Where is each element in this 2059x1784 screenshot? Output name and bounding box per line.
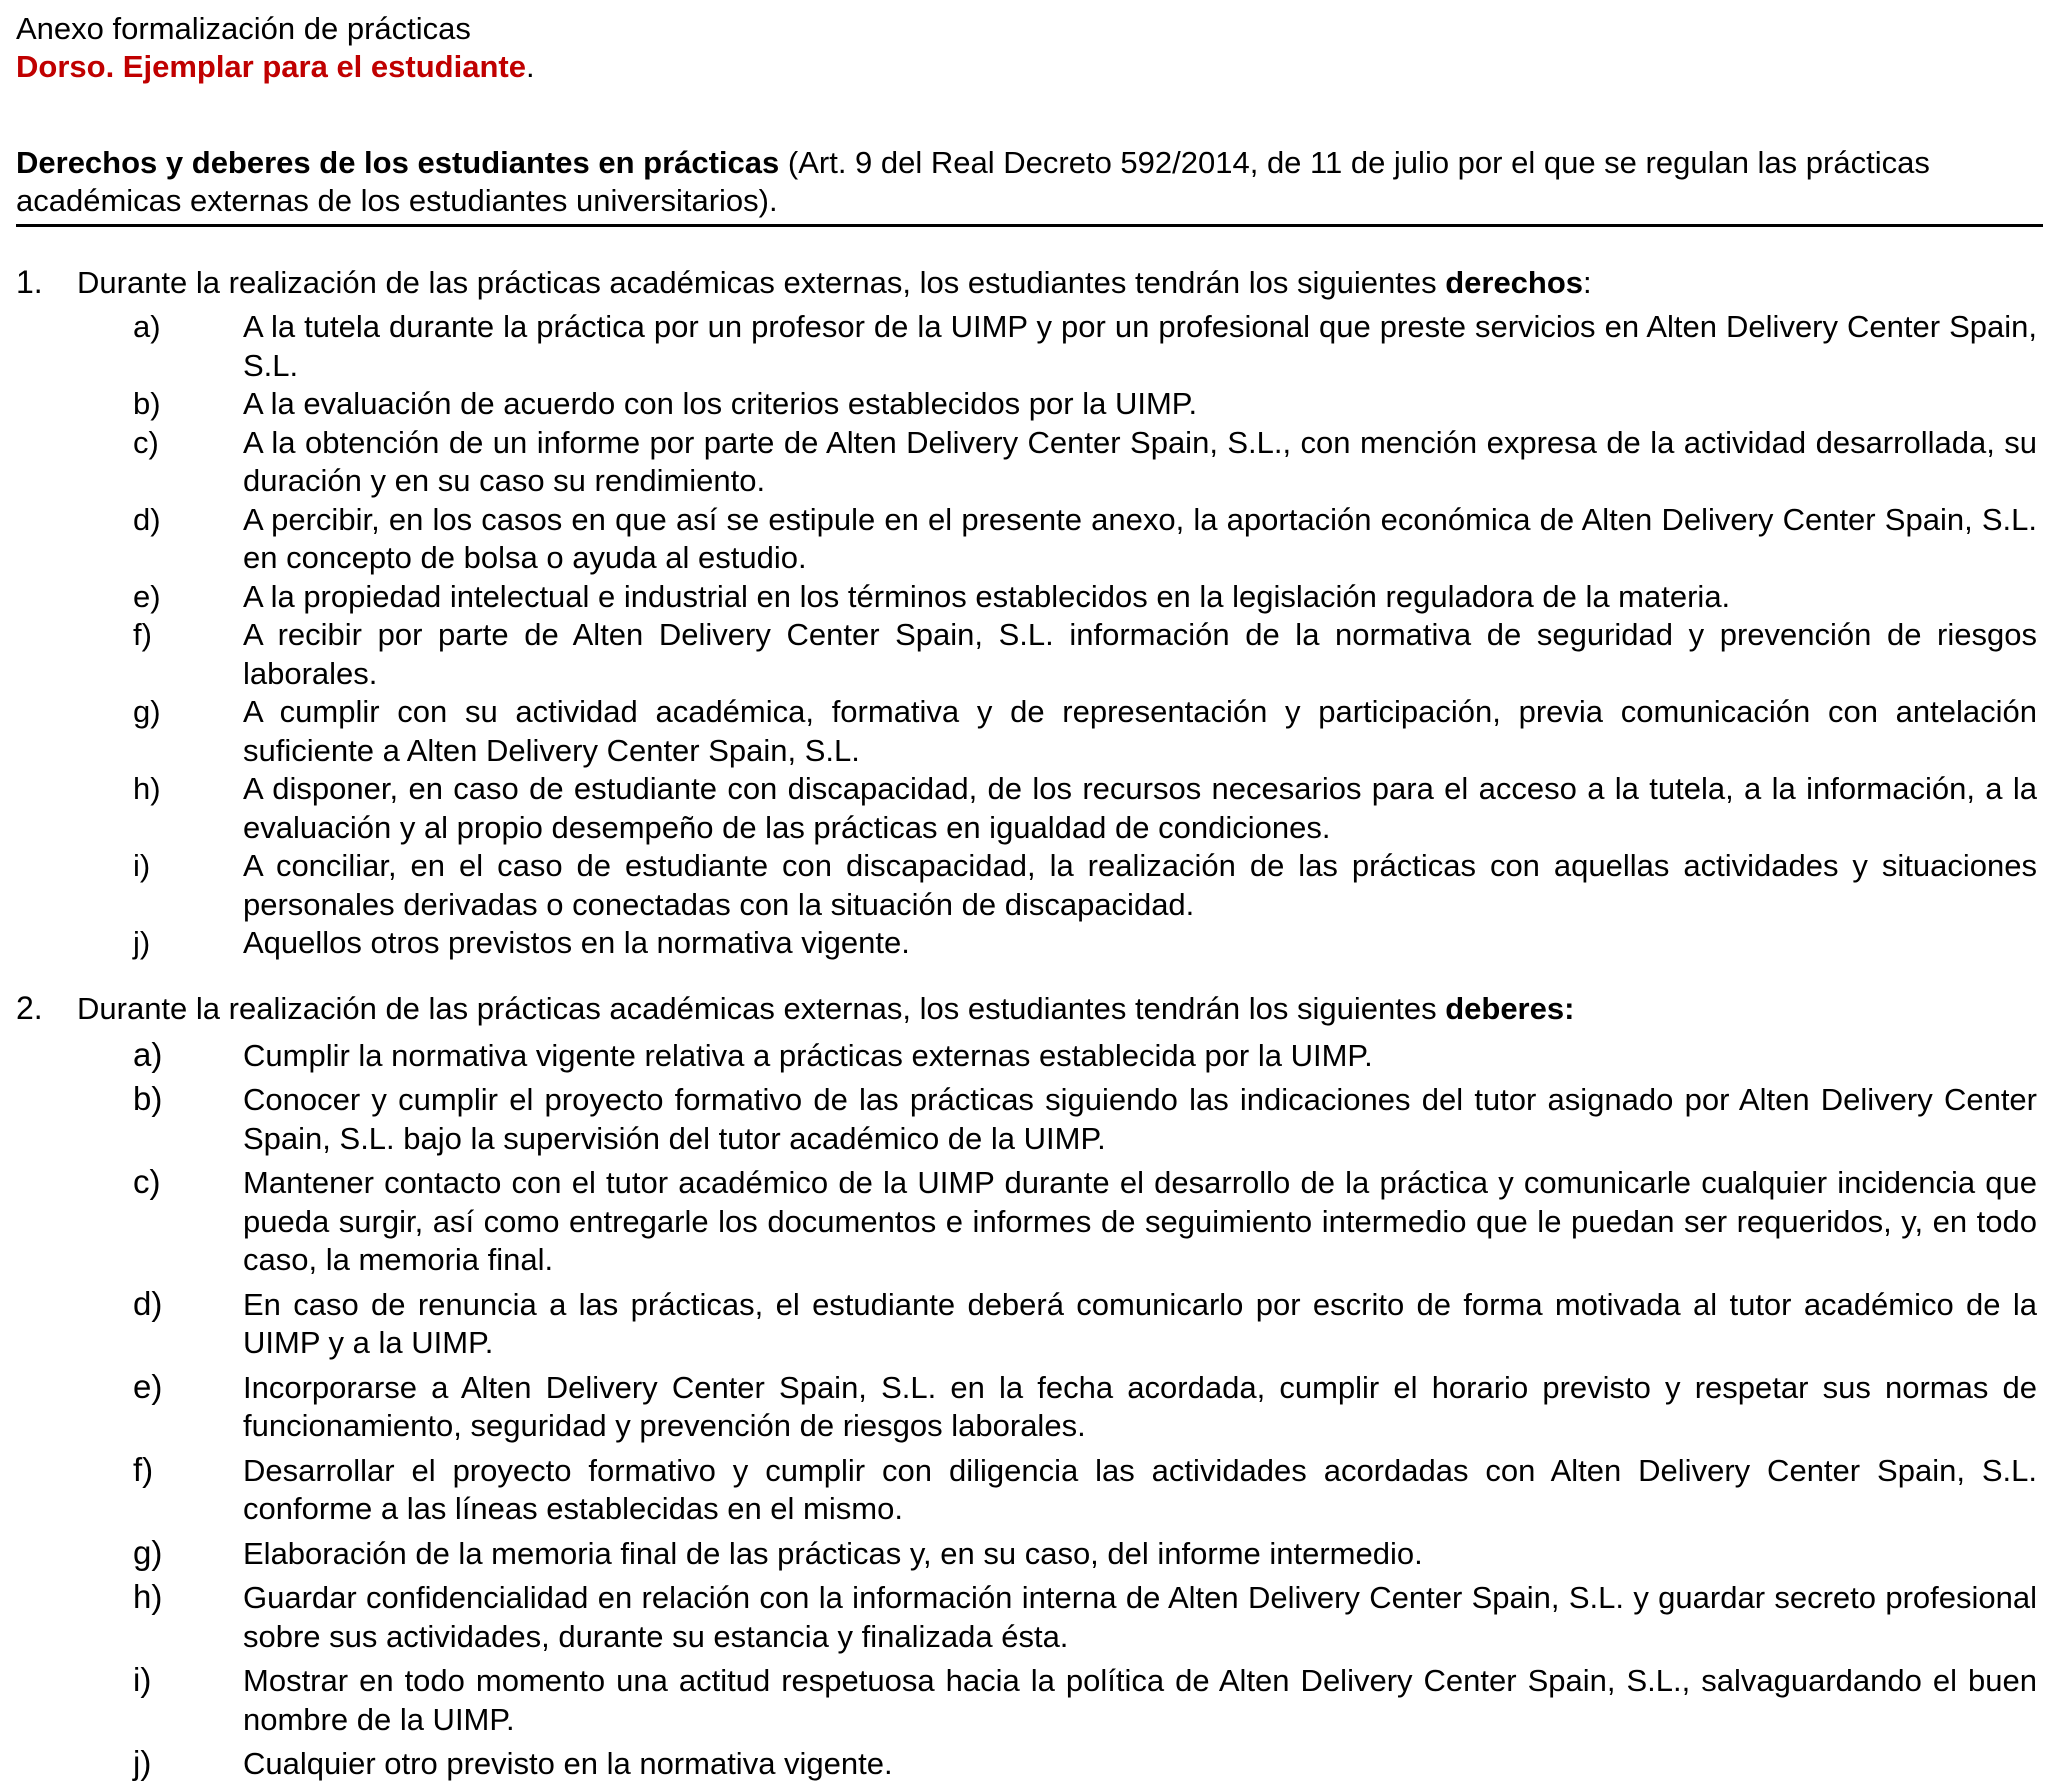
- copy-label-end: .: [525, 49, 535, 84]
- list-item: [16, 847, 2043, 924]
- item-text: Aquellos otros previstos en la normativa vigente.: [243, 925, 910, 960]
- item-text: A la obtención de un informe por parte de Alten Delivery Center Spain, S.L., con mención expresa de la actividad desarrollada, su duración y en su caso su rendimiento.: [243, 424, 2037, 498]
- deberes-section: [16, 989, 2043, 1784]
- deberes-list: [16, 1036, 2043, 1784]
- item-letter: e): [133, 1367, 163, 1405]
- item-letter: d): [133, 501, 161, 537]
- list-item: [16, 1578, 2043, 1656]
- list-item: [16, 1080, 2043, 1158]
- list-item: [16, 1285, 2043, 1363]
- item-letter: b): [133, 386, 161, 421]
- list-item: [16, 578, 2043, 617]
- section-number: 1.: [16, 264, 43, 300]
- item-text: A la evaluación de acuerdo con los criterios establecidos por la UIMP.: [243, 386, 1198, 421]
- item-letter: g): [133, 1533, 163, 1571]
- item-letter: i): [133, 848, 151, 883]
- intro-bold: Derechos y deberes de los estudiantes en prácticas: [16, 145, 780, 180]
- derechos-list: [16, 308, 2043, 963]
- item-letter: b): [133, 1080, 163, 1117]
- item-text: Mostrar en todo momento una actitud respetuosa hacia la política de Alten Delivery Center Spain, S.L., salvaguardando el buen nombre de la UIMP.: [243, 1663, 2037, 1737]
- list-item: [16, 1036, 2043, 1076]
- copy-label-bold: Dorso. Ejemplar para el estudiante: [16, 49, 526, 84]
- item-text: Desarrollar el proyecto formativo y cumplir con diligencia las actividades acordadas con Alten Delivery Center Spain, S.L. conforme a las líneas establecidas en el mismo.: [243, 1452, 2037, 1526]
- deberes-heading: [16, 989, 2043, 1028]
- item-text: A conciliar, en el caso de estudiante con discapacidad, la realización de las prácticas con aquellas actividades y situaciones personales derivadas o conectadas con la situación de discapacidad.: [243, 848, 2037, 922]
- item-text: Incorporarse a Alten Delivery Center Spain, S.L. en la fecha acordada, cumplir el horario previsto y respetar sus normas de funcionamiento, seguridad y prevención de riesgos laborales.: [243, 1369, 2037, 1443]
- item-letter: a): [133, 309, 161, 344]
- list-item: [16, 924, 2043, 963]
- item-letter: i): [133, 1661, 152, 1698]
- section-keyword: deberes:: [1445, 990, 1575, 1026]
- list-item: [16, 1368, 2043, 1446]
- list-item: [16, 616, 2043, 693]
- list-item: [16, 1661, 2043, 1739]
- list-item: [16, 501, 2043, 578]
- item-letter: f): [133, 1450, 154, 1488]
- list-item: [16, 1451, 2043, 1529]
- item-letter: h): [133, 1578, 163, 1615]
- section-lead-text: Durante la realización de las prácticas académicas externas, los estudiantes tendrán los siguientes: [77, 265, 1446, 300]
- section-number: 2.: [16, 989, 43, 1026]
- list-item: [16, 1534, 2043, 1574]
- item-text: Cualquier otro previsto en la normativa vigente.: [243, 1746, 893, 1781]
- item-letter: f): [133, 617, 152, 652]
- derechos-heading: [16, 263, 2043, 302]
- item-letter: c): [133, 1163, 161, 1200]
- list-item: [16, 693, 2043, 770]
- intro-rest: (Art. 9 del Real Decreto 592/2014, de 11 de julio por el que se regulan las prácticas académicas externas de los estudiantes universitarios).: [16, 145, 1930, 218]
- list-item: [16, 1163, 2043, 1280]
- section-keyword: derechos: [1445, 265, 1584, 300]
- item-letter: d): [133, 1284, 163, 1322]
- section-lead: [77, 990, 1574, 1028]
- list-item: [16, 308, 2043, 385]
- list-item: [16, 424, 2043, 501]
- item-letter: e): [133, 578, 161, 614]
- item-letter: a): [133, 1035, 163, 1073]
- item-letter: j): [133, 925, 151, 960]
- item-text: Guardar confidencialidad en relación con la información interna de Alten Delivery Center Spain, S.L. y guardar secreto profesional sobre sus actividades, durante su estancia y finalizada ésta.: [243, 1580, 2037, 1654]
- item-text: Conocer y cumplir el proyecto formativo de las prácticas siguiendo las indicaciones del tutor asignado por Alten Delivery Center Spain, S.L. bajo la supervisión del tutor académico de la UIMP.: [243, 1082, 2037, 1156]
- item-text: A percibir, en los casos en que así se estipule en el presente anexo, la aportación económica de Alten Delivery Center Spain, S.L. en concepto de bolsa o ayuda al estudio.: [243, 501, 2037, 575]
- item-letter: h): [133, 771, 161, 806]
- section-lead: [77, 264, 1592, 302]
- section-lead-end: :: [1583, 265, 1592, 300]
- intro-paragraph: [16, 144, 2043, 227]
- list-item: [16, 1744, 2043, 1784]
- item-text: A disponer, en caso de estudiante con discapacidad, de los recursos necesarios para el acceso a la tutela, a la información, a la evaluación y al propio desempeño de las prácticas en igualdad de condiciones.: [243, 771, 2037, 845]
- annex-title: Anexo formalización de prácticas: [16, 11, 471, 46]
- item-text: Elaboración de la memoria final de las prácticas y, en su caso, del informe intermedio.: [243, 1535, 1423, 1571]
- list-item: [16, 770, 2043, 847]
- item-text: A la tutela durante la práctica por un profesor de la UIMP y por un profesional que preste servicios en Alten Delivery Center Spain, S.L.: [243, 309, 2037, 383]
- item-letter: g): [133, 694, 161, 729]
- item-text: Mantener contacto con el tutor académico de la UIMP durante el desarrollo de la práctica y comunicarle cualquier incidencia que pueda surgir, así como entregarle los documentos e informes de seguimiento intermedio que le puedan ser requeridos, y, en todo caso, la memoria final.: [243, 1165, 2037, 1277]
- copy-label: [16, 48, 2043, 86]
- list-item: [16, 385, 2043, 424]
- item-text: A recibir por parte de Alten Delivery Center Spain, S.L. información de la normativa de seguridad y prevención de riesgos laborales.: [243, 617, 2037, 691]
- item-letter: j): [133, 1744, 152, 1781]
- item-text: A cumplir con su actividad académica, formativa y de representación y participación, previa comunicación con antelación suficiente a Alten Delivery Center Spain, S.L.: [243, 694, 2037, 768]
- item-text: A la propiedad intelectual e industrial en los términos establecidos en la legislación reguladora de la materia.: [243, 578, 1731, 614]
- item-letter: c): [133, 424, 159, 460]
- item-text: En caso de renuncia a las prácticas, el estudiante deberá comunicarlo por escrito de forma motivada al tutor académico de la UIMP y a la UIMP.: [243, 1286, 2037, 1360]
- derechos-section: [16, 263, 2043, 963]
- item-text: Cumplir la normativa vigente relativa a prácticas externas establecida por la UIMP.: [243, 1037, 1373, 1073]
- section-lead-text: Durante la realización de las prácticas académicas externas, los estudiantes tendrán los siguientes: [77, 990, 1446, 1026]
